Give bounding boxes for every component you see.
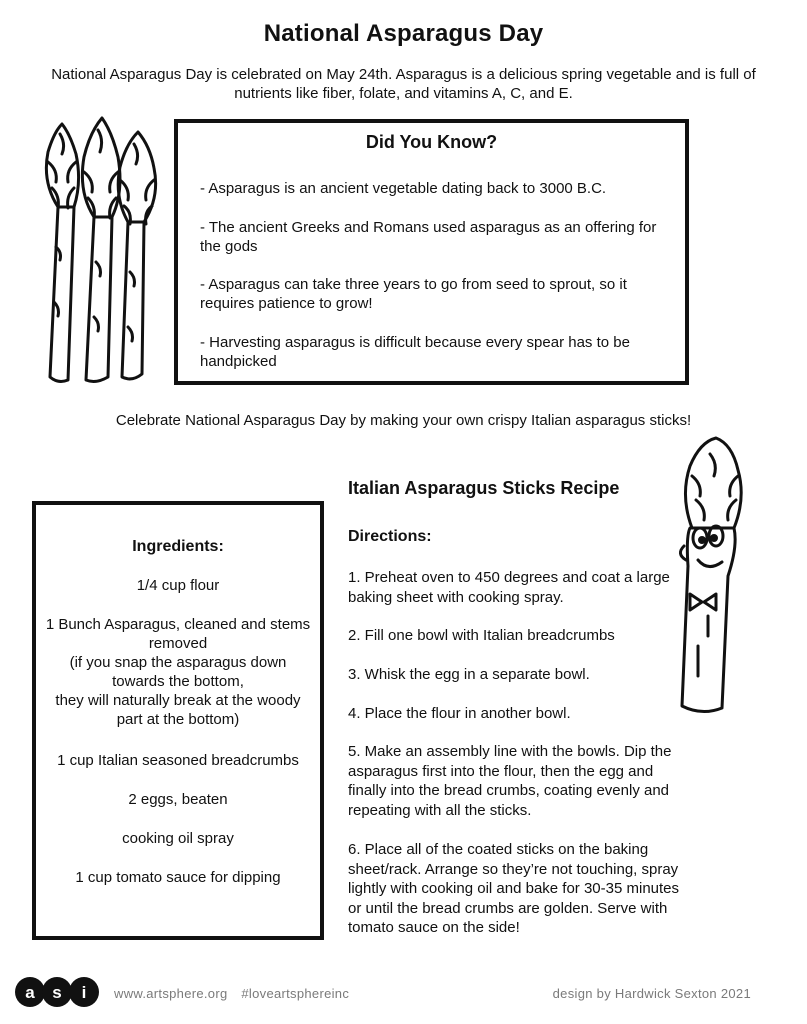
asparagus-character-illustration [672,436,752,716]
design-credit: design by Hardwick Sexton 2021 [552,986,751,1001]
fact-item: - Asparagus is an ancient vegetable dating back to 3000 B.C. [200,180,607,197]
fact-item: - The ancient Greeks and Romans used asparagus as an offering for the gods [200,219,657,255]
asparagus-spears-illustration [36,112,166,387]
direction-step: 3. Whisk the egg in a separate bowl. [348,666,590,683]
direction-step: 2. Fill one bowl with Italian breadcrumbs [348,627,615,644]
did-you-know-box [174,119,689,385]
direction-step: 4. Place the flour in another bowl. [348,705,571,722]
direction-step: 5. Make an assembly line with the bowls. Dip the asparagus first into the flour, then the egg and finally into the bread crumbs, coating evenly and repeating with all the sticks. [348,743,672,819]
logo-letter: a [25,983,35,1002]
ingredient-item: cooking oil spray [122,830,234,847]
asi-logo [14,975,100,1009]
footer-links [114,986,359,1001]
recipe-title: Italian Asparagus Sticks Recipe [348,478,620,498]
fact-item: - Harvesting asparagus is difficult because every spear has to be handpicked [200,334,630,370]
page-title: National Asparagus Day [263,20,544,47]
direction-step: 1. Preheat oven to 450 degrees and coat a large baking sheet with cooking spray. [348,569,670,606]
website-link[interactable]: www.artsphere.org [114,986,228,1001]
ingredient-item: 1 cup Italian seasoned breadcrumbs [57,752,299,769]
intro-paragraph: National Asparagus Day is celebrated on May 24th. Asparagus is a delicious spring vegetable and is full of nutrients like fiber, folate, and vitamins A, C, and E. [51,66,756,102]
directions-heading: Directions: [348,528,432,545]
direction-step: 6. Place all of the coated sticks on the baking sheet/rack. Arrange so they’re not touching, spray lightly with cooking oil and bake for 30-35 minutes or until the bread crumbs are golden. Serve with tomato sauce on the side! [348,841,680,936]
logo-letter: i [81,983,87,1002]
celebrate-line: Celebrate National Asparagus Day by making your own crispy Italian asparagus sticks! [115,412,692,429]
fact-item: - Asparagus can take three years to go from seed to sprout, so it requires patience to grow! [200,276,627,312]
ingredient-item: 1 cup tomato sauce for dipping [75,869,281,886]
did-you-know-heading: Did You Know? [365,132,498,152]
hashtag: #loveartsphereinc [241,986,350,1001]
logo-letter: s [52,983,62,1002]
ingredient-item: 1/4 cup flour [136,577,220,594]
ingredients-box [32,501,324,940]
ingredients-heading: Ingredients: [132,538,224,555]
ingredient-item: 1 Bunch Asparagus, cleaned and stems removed (if you snap the asparagus down towards the bottom, they will naturally break at the woody part at the bottom) [45,616,311,728]
ingredient-item: 2 eggs, beaten [128,791,228,808]
